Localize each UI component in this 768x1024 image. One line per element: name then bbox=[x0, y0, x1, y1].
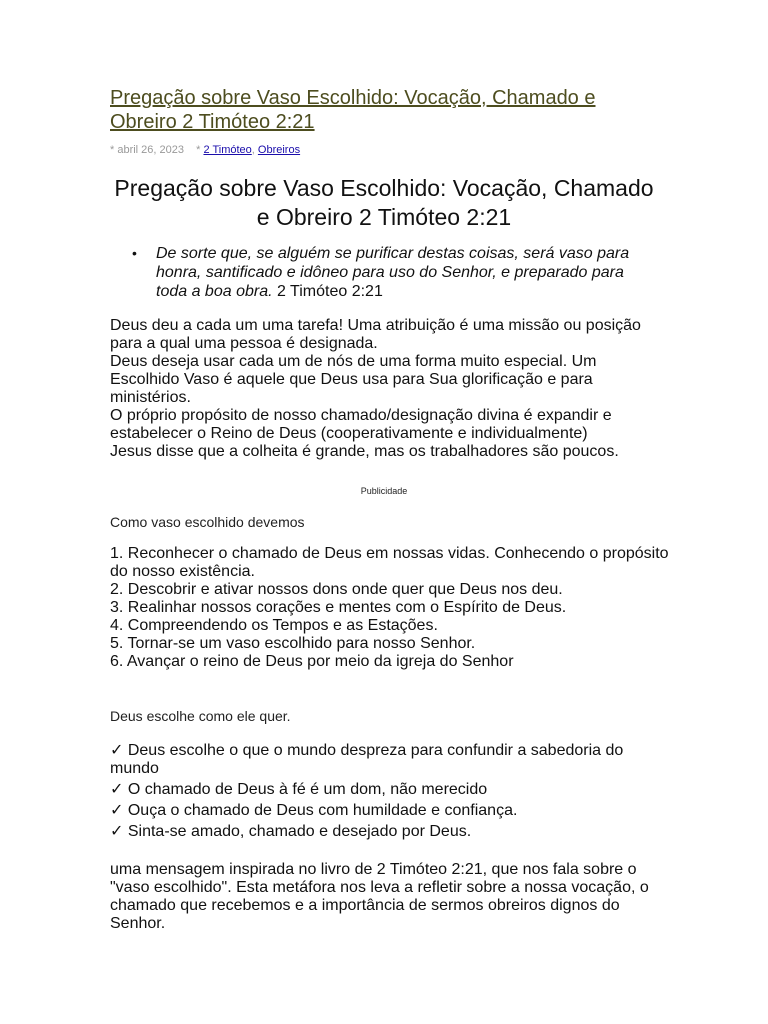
tag-separator: * bbox=[196, 144, 201, 156]
bullet-dot-icon: • bbox=[132, 245, 137, 261]
section-heading-vaso: Como vaso escolhido devemos bbox=[110, 514, 305, 530]
tag-link-2-timoteo[interactable]: 2 Timóteo bbox=[203, 144, 252, 156]
closing-paragraph: uma mensagem inspirada no livro de 2 Timóteo 2:21, que nos fala sobre o "vaso escolhido". Esta metáfora nos leva a refletir sobre a nossa vocação, o chamado que recebemos e a importância de sermos obreiros dignos do Senhor. bbox=[110, 861, 649, 932]
list-item: 3. Realinhar nossos corações e mentes com o Espírito de Deus. bbox=[110, 599, 567, 616]
list-item: 6. Avançar o reino de Deus por meio da igreja do Senhor bbox=[110, 653, 514, 670]
intro-line: Deus deu a cada um uma tarefa! Uma atribuição é uma missão ou posição para a qual uma pessoa é designada. bbox=[110, 317, 641, 352]
ad-label: Publicidade bbox=[360, 486, 408, 496]
list-item: 4. Compreendendo os Tempos e as Estações. bbox=[110, 617, 438, 634]
list-item: 1. Reconhecer o chamado de Deus em nossas vidas. Conhecendo o propósito do nosso existência. bbox=[110, 545, 669, 580]
verse-text: De sorte que, se alguém se purificar destas coisas, será vaso para honra, santificado e idôneo para uso do Senhor, e preparado para toda a boa obra. bbox=[156, 245, 630, 300]
post-title-link[interactable]: Pregação sobre Vaso Escolhido: Vocação, Chamado e Obreiro 2 Timóteo 2:21 bbox=[110, 87, 596, 133]
checklist-item: ✓ Sinta-se amado, chamado e desejado por Deus. bbox=[110, 823, 472, 840]
intro-line: Jesus disse que a colheita é grande, mas os trabalhadores são poucos. bbox=[110, 443, 619, 460]
section-heading-escolhe: Deus escolhe como ele quer. bbox=[110, 708, 291, 724]
tag-link-obreiros[interactable]: Obreiros bbox=[257, 144, 301, 156]
checklist-item: ✓ Ouça o chamado de Deus com humildade e confiança. bbox=[110, 802, 518, 819]
checklist-item: ✓ O chamado de Deus à fé é um dom, não merecido bbox=[110, 781, 488, 798]
post-meta: * abril 26, 2023 * 2 Timóteo, Obreiros bbox=[110, 144, 301, 156]
verse-quote bbox=[156, 244, 636, 301]
checklist-item: ✓ Deus escolhe o que o mundo despreza para confundir a sabedoria do mundo bbox=[110, 742, 624, 777]
intro-line: Deus deseja usar cada um de nós de uma forma muito especial. Um Escolhido Vaso é aquele que Deus usa para Sua glorificação e para ministérios. bbox=[110, 353, 597, 406]
intro-line: O próprio propósito de nosso chamado/designação divina é expandir e estabelecer o Reino de Deus (cooperativamente e individualmente) bbox=[110, 407, 612, 442]
checklist bbox=[110, 742, 670, 841]
intro-paragraph bbox=[110, 317, 670, 461]
verse-reference: 2 Timóteo 2:21 bbox=[277, 283, 383, 300]
list-item: 5. Tornar-se um vaso escolhido para nosso Senhor. bbox=[110, 635, 476, 652]
post-date: * abril 26, 2023 bbox=[110, 144, 184, 156]
steps-list bbox=[110, 545, 670, 671]
list-item: 2. Descobrir e ativar nossos dons onde quer que Deus nos deu. bbox=[110, 581, 563, 598]
article-title: Pregação sobre Vaso Escolhido: Vocação, Chamado e Obreiro 2 Timóteo 2:21 bbox=[114, 175, 654, 230]
